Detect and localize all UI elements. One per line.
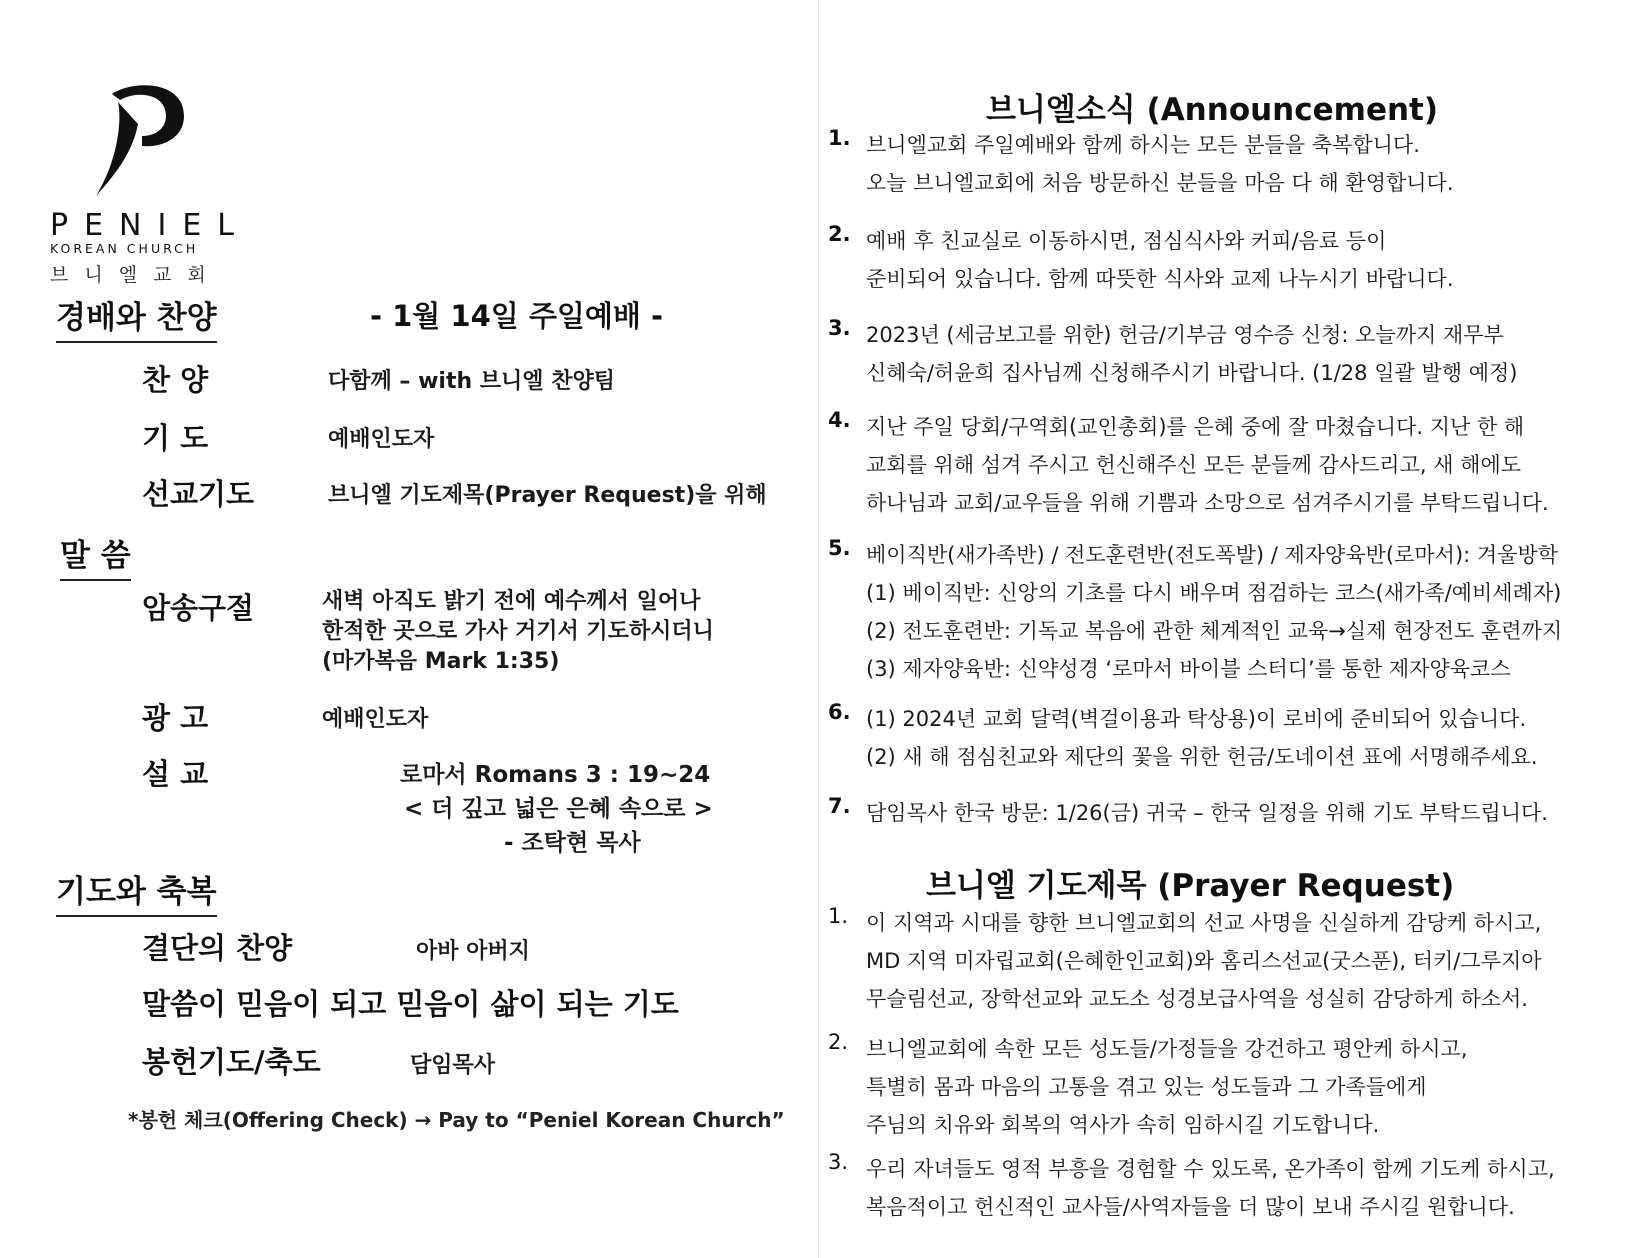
announcement-number: 4. bbox=[828, 408, 851, 432]
logo-name-en: PENIEL bbox=[50, 208, 251, 243]
prayer-request-item-1 bbox=[828, 904, 1628, 1018]
announcement-line: 예배 후 친교실로 이동하시면, 점심식사와 커피/음료 등이 bbox=[866, 229, 1387, 253]
announcement-line: 담임목사 한국 방문: 1/26(금) 귀국 – 한국 일정을 위해 기도 부탁드립니다. bbox=[866, 801, 1548, 825]
closing-value-hymn: 아바 아버지 bbox=[416, 939, 530, 964]
announcement-line: (1) 2024년 교회 달력(벽걸이용과 탁상용)이 로비에 준비되어 있습니다. bbox=[866, 707, 1527, 731]
sermon-label: 설 교 bbox=[142, 757, 209, 791]
announcement-line: 브니엘교회 주일예배와 함께 하시는 모든 분들을 축복합니다. bbox=[866, 133, 1420, 157]
sermon-scripture: 로마서 Romans 3 : 19~24 bbox=[400, 762, 711, 788]
section-worship-heading: 경배와 찬양 bbox=[56, 292, 217, 343]
prayer-line: 무슬림선교, 장학선교와 교도소 성경보급사역을 성실히 감당하게 하소서. bbox=[866, 987, 1528, 1011]
announcement-number: 1. bbox=[828, 126, 851, 150]
prayer-line: 우리 자녀들도 영적 부흥을 경험할 수 있도록, 온가족이 함께 기도케 하시고, bbox=[866, 1157, 1555, 1181]
prayer-line: 특별히 몸과 마음의 고통을 겪고 있는 성도들과 그 가족들에게 bbox=[866, 1075, 1427, 1099]
announcement-line: (3) 제자양육반: 신약성경 ‘로마서 바이블 스터디’를 통한 제자양육코스 bbox=[866, 657, 1511, 681]
announcement-number: 7. bbox=[828, 794, 851, 818]
announcement-line: (2) 전도훈련반: 기독교 복음에 관한 체계적인 교육→실제 현장전도 훈련까지 bbox=[866, 619, 1563, 643]
closing-label-prayer: 말씀이 믿음이 되고 믿음이 삶이 되는 기도 bbox=[142, 987, 679, 1021]
logo-sub-en: KOREAN CHURCH bbox=[50, 241, 199, 256]
worship-value-prayer: 예배인도자 bbox=[328, 427, 435, 452]
announcement-line: 교회를 위해 섬겨 주시고 헌신해주신 모든 분들께 감사드리고, 새 해에도 bbox=[866, 453, 1522, 477]
announcement-number: 6. bbox=[828, 700, 851, 724]
prayer-line: 주님의 치유와 회복의 역사가 속히 임하시길 기도합니다. bbox=[866, 1113, 1380, 1137]
prayer-requests-title: 브니엘 기도제목 (Prayer Request) bbox=[926, 868, 1455, 904]
sermon-preacher: - 조탁현 목사 bbox=[504, 830, 641, 856]
worship-value-praise: 다함께 – with 브니엘 찬양팀 bbox=[328, 369, 615, 394]
worship-value-mission-prayer: 브니엘 기도제목(Prayer Request)을 위해 bbox=[328, 483, 767, 508]
announcement-item-4 bbox=[828, 408, 1628, 522]
prayer-line: MD 지역 미자립교회(은혜한인교회)와 홈리스선교(굿스푼), 터키/그루지아 bbox=[866, 949, 1542, 973]
service-title: - 1월 14일 주일예배 - bbox=[370, 299, 664, 333]
announcement-item-5 bbox=[828, 536, 1628, 688]
announcement-line: 하나님과 교회/교우들을 위해 기쁨과 소망으로 섬겨주시기를 부탁드립니다. bbox=[866, 491, 1549, 515]
announcement-item-2 bbox=[828, 222, 1628, 298]
prayer-line: 브니엘교회에 속한 모든 성도들/가정들을 강건하고 평안케 하시고, bbox=[866, 1037, 1468, 1061]
announcement-line: 준비되어 있습니다. 함께 따뜻한 식사와 교제 나누시기 바랍니다. bbox=[866, 267, 1454, 291]
memory-verse-ref: (마가복음 Mark 1:35) bbox=[322, 649, 560, 674]
worship-label-mission-prayer: 선교기도 bbox=[142, 477, 255, 511]
section-word-heading: 말 씀 bbox=[60, 530, 131, 581]
announcement-number: 3. bbox=[828, 316, 851, 340]
announcement-number: 2. bbox=[828, 222, 851, 246]
announcement-line: 2023년 (세금보고를 위한) 헌금/기부금 영수증 신청: 오늘까지 재무부 bbox=[866, 323, 1504, 347]
worship-label-praise: 찬 양 bbox=[142, 363, 209, 397]
prayer-request-item-3 bbox=[828, 1150, 1628, 1226]
prayer-number: 2. bbox=[828, 1030, 849, 1054]
announcement-line: 베이직반(새가족반) / 전도훈련반(전도폭발) / 제자양육반(로마서): 겨울방학 bbox=[866, 543, 1559, 567]
worship-label-prayer: 기 도 bbox=[142, 421, 209, 455]
announce-label: 광 고 bbox=[142, 701, 209, 735]
closing-label-hymn: 결단의 찬양 bbox=[142, 931, 293, 965]
announcement-line: 오늘 브니엘교회에 처음 방문하신 분들을 마음 다 해 환영합니다. bbox=[866, 171, 1454, 195]
announcement-line: 신혜숙/허윤희 집사님께 신청해주시기 바랍니다. (1/28 일괄 발행 예정) bbox=[866, 361, 1518, 385]
prayer-line: 복음적이고 헌신적인 교사들/사역자들을 더 많이 보내 주시길 원합니다. bbox=[866, 1195, 1515, 1219]
fold-line bbox=[818, 0, 819, 1258]
announcement-item-7 bbox=[828, 794, 1628, 832]
announcements-title: 브니엘소식 (Announcement) bbox=[986, 92, 1439, 128]
offering-note: *봉헌 체크(Offering Check) → Pay to “Peniel Korean Church” bbox=[128, 1108, 785, 1132]
section-prayer-heading: 기도와 축복 bbox=[56, 866, 217, 917]
peniel-p-logo-icon bbox=[92, 80, 192, 200]
announcement-line: (1) 베이직반: 신앙의 기초를 다시 배우며 점검하는 코스(새가족/예비세례자) bbox=[866, 581, 1562, 605]
prayer-line: 이 지역과 시대를 향한 브니엘교회의 선교 사명을 신실하게 감당케 하시고, bbox=[866, 911, 1542, 935]
memory-verse-label: 암송구절 bbox=[142, 591, 255, 625]
closing-label-benediction: 봉헌기도/축도 bbox=[142, 1045, 321, 1079]
announcement-item-6 bbox=[828, 700, 1628, 776]
prayer-number: 1. bbox=[828, 904, 849, 928]
church-logo bbox=[50, 80, 251, 287]
announcement-item-1 bbox=[828, 126, 1628, 202]
announcement-number: 5. bbox=[828, 536, 851, 560]
sermon-title: < 더 깊고 넓은 은혜 속으로 > bbox=[404, 796, 713, 822]
announcement-line: (2) 새 해 점심친교와 제단의 꽃을 위한 헌금/도네이션 표에 서명해주세요. bbox=[866, 745, 1538, 769]
closing-value-benediction: 담임목사 bbox=[410, 1053, 496, 1078]
announcement-line: 지난 주일 당회/구역회(교인총회)를 은혜 중에 잘 마쳤습니다. 지난 한 해 bbox=[866, 415, 1525, 439]
prayer-request-item-2 bbox=[828, 1030, 1628, 1144]
prayer-number: 3. bbox=[828, 1150, 849, 1174]
memory-verse-line-1: 새벽 아직도 밝기 전에 예수께서 일어나 bbox=[322, 589, 701, 614]
announce-value: 예배인도자 bbox=[322, 707, 429, 732]
announcement-item-3 bbox=[828, 316, 1628, 392]
memory-verse-line-2: 한적한 곳으로 가사 거기서 기도하시더니 bbox=[322, 619, 714, 644]
logo-name-kr: 브니엘교회 bbox=[50, 264, 222, 286]
